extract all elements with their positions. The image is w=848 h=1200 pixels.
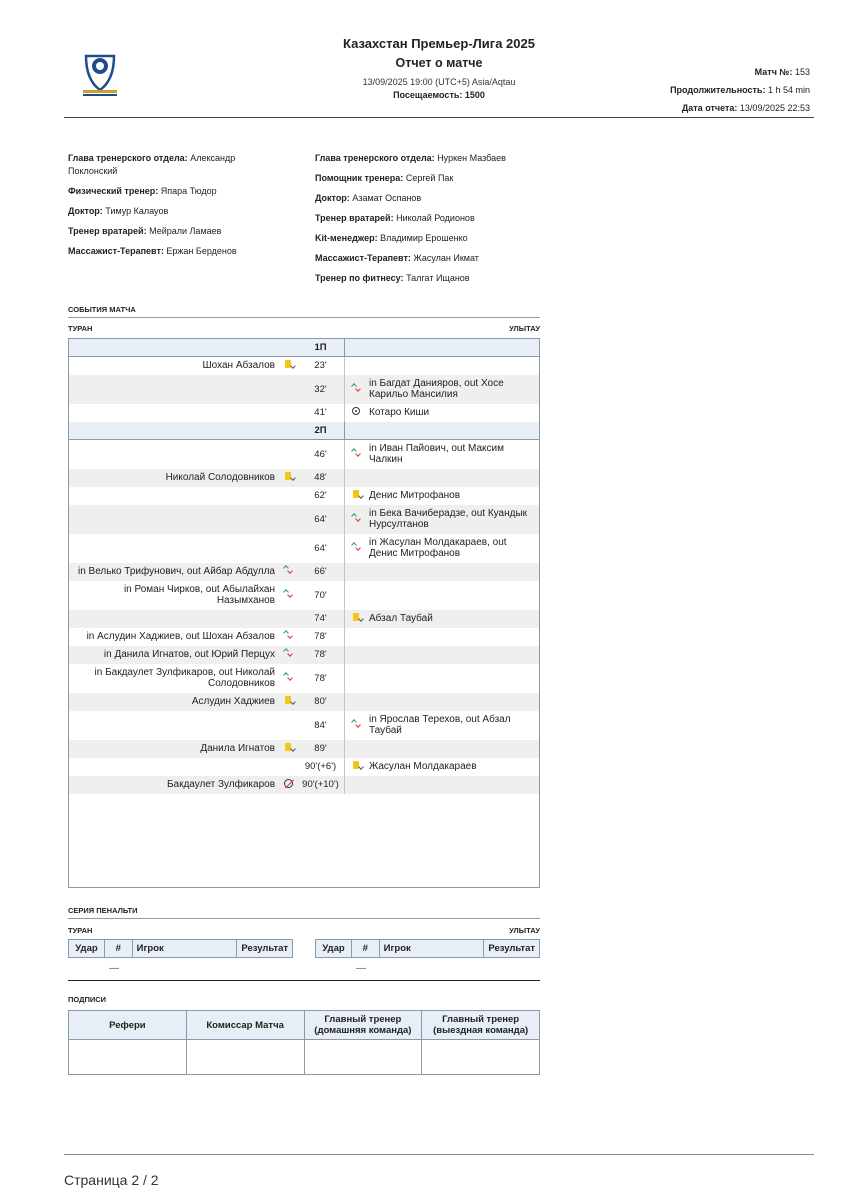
home-event-text (69, 404, 280, 422)
event-row (69, 404, 540, 422)
home-event-text (69, 487, 280, 505)
substitution-icon (283, 630, 293, 640)
event-minute: 80' (297, 693, 345, 711)
home-team-name: ТУРАН (68, 324, 93, 333)
staff-row (315, 232, 555, 245)
staff-name: Александр Поклонский (68, 153, 236, 176)
event-minute: 78' (297, 628, 345, 646)
away-event-text: in Жасулан Молдакараев, out Денис Митрофанов (369, 537, 507, 559)
staff-row (68, 245, 268, 258)
away-event-text (367, 664, 540, 693)
home-event-text: in Бакдаулет Зулфикаров, out Николай Солодовников (94, 667, 275, 689)
match-number: Матч №: 153 (754, 67, 810, 77)
staff-role: Помощник тренера: (315, 173, 404, 183)
event-row (69, 646, 540, 664)
staff-row (68, 205, 268, 218)
event-row (69, 469, 540, 487)
staff-row (68, 152, 268, 178)
staff-name: Азамат Оспанов (352, 193, 422, 203)
staff-role: Доктор: (315, 193, 350, 203)
staff-row (68, 225, 268, 238)
away-event-text (367, 693, 540, 711)
substitution-icon (283, 565, 293, 575)
report-header (64, 30, 814, 118)
staff-role: Тренер по фитнесу: (315, 273, 404, 283)
home-event-text: Шохан Абзалов (202, 360, 275, 371)
yellow-card-icon (353, 490, 359, 498)
staff-role: Массажист-Терапевт: (315, 253, 411, 263)
col-result: Результат (484, 940, 540, 958)
away-event-text (367, 357, 540, 375)
staff-role: Тренер вратарей: (315, 213, 394, 223)
away-penalties-empty: — (356, 963, 366, 974)
period-row (69, 339, 540, 357)
event-row (69, 440, 540, 469)
staff-row (315, 152, 555, 165)
page-number: Страница 2 / 2 (64, 1172, 159, 1188)
yellow-card-icon (353, 613, 359, 621)
footer-rule (64, 1154, 814, 1155)
penalties-team-row (68, 926, 540, 935)
sig-home-coach: Главный тренер (домашняя команда) (304, 1011, 422, 1040)
event-row (69, 664, 540, 693)
event-minute: 46' (297, 440, 345, 469)
away-event-text (367, 563, 540, 581)
event-minute: 90'(+10') (297, 776, 345, 794)
home-staff-list (68, 152, 268, 265)
staff-name: Сергей Пак (405, 173, 454, 183)
event-minute: 90'(+6') (297, 758, 345, 776)
away-event-text: in Бека Вачиберадзе, out Куандык Нурсултанов (367, 505, 540, 534)
event-row (69, 375, 540, 404)
staff-row (315, 272, 555, 285)
away-event-text: Абзал Таубай (367, 610, 540, 628)
staff-role: Глава тренерского отдела: (68, 153, 188, 163)
event-row (69, 563, 540, 581)
signatures-table (68, 1010, 540, 1075)
home-event-text: in Данила Игнатов, out Юрий Перцух (69, 646, 280, 664)
section-divider (68, 980, 540, 981)
event-minute: 74' (297, 610, 345, 628)
event-minute: 84' (297, 711, 345, 740)
staff-role: Массажист-Терапевт: (68, 246, 164, 256)
staff-name: Нуркен Мазбаев (437, 153, 506, 163)
staff-name: Владимир Ерошенко (380, 233, 468, 243)
away-event-text: in Иван Пайович, out Максим Чалкин (369, 443, 505, 465)
period-label: 1П (297, 339, 345, 357)
substitution-icon (351, 719, 361, 729)
event-row (69, 534, 540, 563)
sig-referee: Рефери (69, 1011, 187, 1040)
sig-commissioner: Комиссар Матча (186, 1011, 304, 1040)
staff-role: Kit-менеджер: (315, 233, 378, 243)
staff-name: Николай Родионов (396, 213, 475, 223)
yellow-card-icon (285, 360, 291, 368)
away-event-text (367, 740, 540, 758)
event-row (69, 711, 540, 740)
home-event-text: Николай Солодовников (69, 469, 280, 487)
event-row (69, 357, 540, 375)
staff-row (315, 212, 555, 225)
event-row (69, 758, 540, 776)
event-row (69, 581, 540, 610)
staff-name: Мейрали Ламаев (149, 226, 222, 236)
report-title: Отчет о матче (395, 56, 483, 70)
sig-away-coach: Главный тренер (выездная команда) (422, 1011, 540, 1040)
match-datetime: 13/09/2025 19:00 (UTC+5) Asia/Aqtau (362, 77, 516, 87)
staff-role: Глава тренерского отдела: (315, 153, 435, 163)
event-minute: 89' (297, 740, 345, 758)
away-event-text: in Ярослав Терехов, out Абзал Таубай (369, 714, 511, 736)
yellow-card-icon (285, 743, 291, 751)
col-number: # (351, 940, 379, 958)
away-event-text (367, 581, 540, 610)
substitution-icon (283, 648, 293, 658)
event-minute: 78' (297, 664, 345, 693)
penalties-away-team: УЛЫТАУ (509, 926, 540, 935)
sig-commissioner-box[interactable] (186, 1040, 304, 1075)
away-event-text (367, 469, 540, 487)
yellow-card-icon (285, 696, 291, 704)
staff-role: Физический тренер: (68, 186, 159, 196)
substitution-icon (351, 513, 361, 523)
staff-name: Жасулан Икмат (413, 253, 479, 263)
report-date: Дата отчета: 13/09/2025 22:53 (681, 103, 810, 113)
match-events-table (68, 338, 540, 794)
home-penalties-empty: — (109, 963, 119, 974)
staff-row (315, 192, 555, 205)
event-row (69, 610, 540, 628)
away-event-text: Жасулан Молдакараев (369, 761, 477, 772)
staff-name: Талгат Ищанов (406, 273, 470, 283)
col-shot: Удар (316, 940, 352, 958)
missed-penalty-icon (284, 779, 293, 788)
home-event-text (69, 758, 280, 776)
staff-row (315, 252, 555, 265)
col-result: Результат (237, 940, 293, 958)
away-event-text: Денис Митрофанов (369, 490, 461, 501)
away-event-text (367, 646, 540, 664)
away-penalties-table (315, 939, 540, 958)
period-row (69, 422, 540, 440)
substitution-icon (283, 672, 293, 682)
event-row (69, 505, 540, 534)
away-event-text: Котаро Киши (369, 407, 430, 418)
sig-referee-box[interactable] (69, 1040, 187, 1075)
substitution-icon (351, 383, 361, 393)
staff-name: Япара Тюдор (160, 186, 217, 196)
home-event-text: Бакдаулет Зулфикаров (69, 776, 280, 794)
staff-role: Тренер вратарей: (68, 226, 147, 236)
col-player: Игрок (132, 940, 237, 958)
match-duration: Продолжительность: 1 h 54 min (670, 85, 810, 95)
event-minute: 23' (297, 357, 345, 375)
staff-name: Тимур Калауов (105, 206, 169, 216)
home-event-text (69, 610, 280, 628)
attendance: Посещаемость: 1500 (393, 90, 485, 100)
event-minute: 41' (297, 404, 345, 422)
home-event-text: in Аслудин Хаджиев, out Шохан Абзалов (86, 631, 275, 642)
event-minute: 48' (297, 469, 345, 487)
event-row (69, 740, 540, 758)
home-event-text (69, 534, 280, 563)
home-event-text (69, 375, 280, 404)
home-penalties-table (68, 939, 293, 958)
penalties-section-title: СЕРИЯ ПЕНАЛЬТИ (68, 906, 540, 919)
away-event-text (367, 776, 540, 794)
event-minute: 66' (297, 563, 345, 581)
period-label: 2П (297, 422, 345, 440)
event-minute: 70' (297, 581, 345, 610)
staff-row (68, 185, 268, 198)
events-section-title: СОБЫТИЯ МАТЧА (68, 305, 540, 318)
home-event-text: in Велько Трифунович, out Айбар Абдулла (69, 563, 280, 581)
event-row (69, 776, 540, 794)
col-player: Игрок (379, 940, 484, 958)
away-staff-list (315, 152, 555, 292)
yellow-card-icon (353, 761, 359, 769)
away-team-name: УЛЫТАУ (509, 324, 540, 333)
substitution-icon (351, 542, 361, 552)
event-minute: 78' (297, 646, 345, 664)
penalties-home-team: ТУРАН (68, 926, 93, 935)
substitution-icon (351, 448, 361, 458)
away-event-text (367, 628, 540, 646)
away-event-text: in Багдат Данияров, out Хосе Карильо Мансилия (367, 375, 540, 404)
match-meta (670, 63, 810, 117)
home-event-text (69, 505, 280, 534)
event-minute: 64' (297, 505, 345, 534)
event-row (69, 628, 540, 646)
substitution-icon (283, 589, 293, 599)
home-event-text (69, 711, 280, 740)
sig-away-coach-box[interactable] (422, 1040, 540, 1075)
event-row (69, 693, 540, 711)
league-title: Казахстан Премьер-Лига 2025 (343, 36, 535, 51)
home-event-text: Данила Игнатов (69, 740, 280, 758)
yellow-card-icon (285, 472, 291, 480)
event-minute: 64' (297, 534, 345, 563)
signatures-section-title: ПОДПИСИ (68, 995, 107, 1004)
home-event-text (69, 440, 280, 469)
events-team-row (68, 324, 540, 333)
home-event-text: Аслудин Хаджиев (69, 693, 280, 711)
staff-row (315, 172, 555, 185)
event-minute: 62' (297, 487, 345, 505)
sig-home-coach-box[interactable] (304, 1040, 422, 1075)
home-event-text: in Роман Чирков, out Абылайхан Назымханов (123, 584, 275, 606)
staff-role: Доктор: (68, 206, 103, 216)
event-row (69, 487, 540, 505)
col-shot: Удар (69, 940, 105, 958)
staff-name: Ержан Берденов (166, 246, 237, 256)
col-number: # (104, 940, 132, 958)
event-minute: 32' (297, 375, 345, 404)
goal-ball-icon (352, 407, 360, 415)
